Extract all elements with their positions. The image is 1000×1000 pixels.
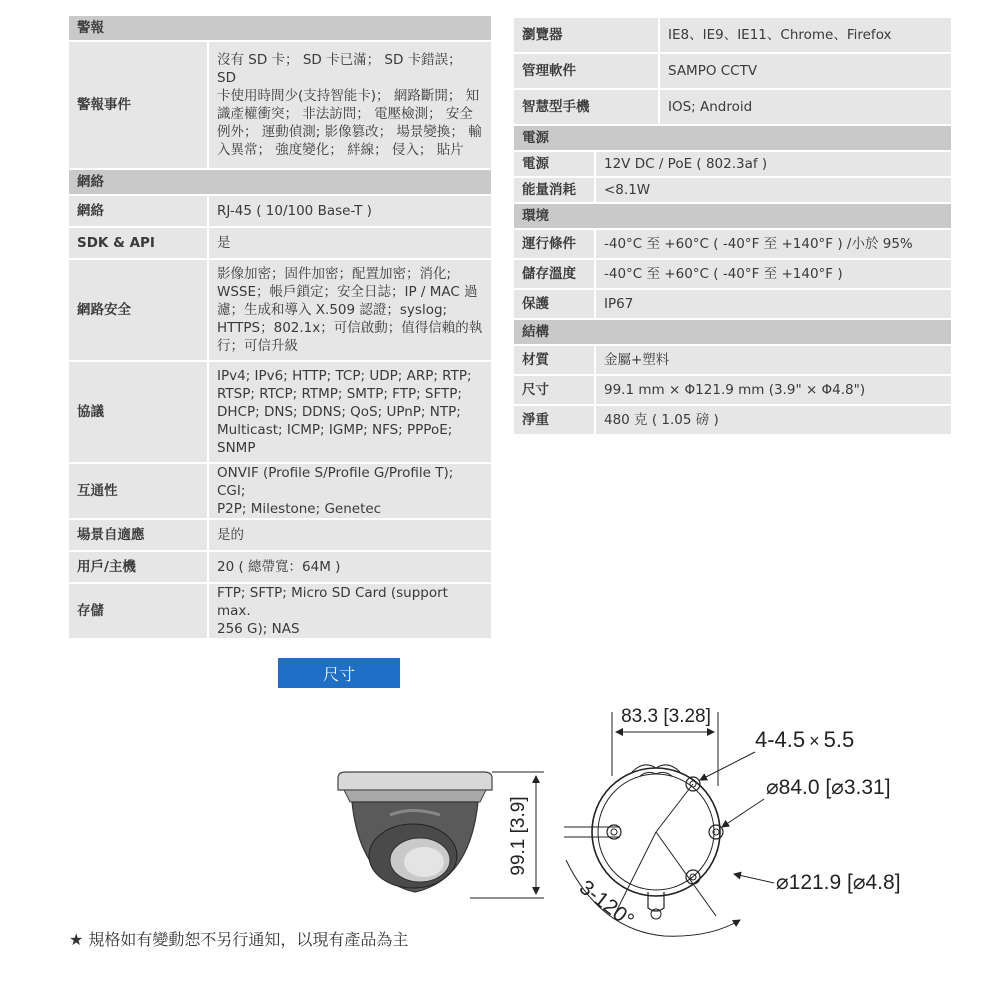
scene-value: 是的 xyxy=(207,520,491,550)
storage-line: 256 G); NAS xyxy=(217,621,300,637)
protocol-line: DHCP; DNS; DDNS; QoS; UPnP; NTP; xyxy=(217,404,461,420)
angle-label: 3-120° xyxy=(574,875,639,933)
section-network: 網絡 xyxy=(69,170,491,194)
security-value xyxy=(207,260,491,360)
height-label: 99.1 [3.9] xyxy=(508,796,529,876)
section-power: 電源 xyxy=(514,126,951,150)
sdk-value: 是 xyxy=(207,228,491,258)
storage-temp-label: 儲存溫度 xyxy=(514,260,594,288)
protocol-line: IPv4; IPv6; HTTP; TCP; UDP; ARP; RTP; xyxy=(217,368,472,384)
angle-dimension xyxy=(566,860,740,936)
network-label: 網絡 xyxy=(69,196,207,226)
section-alarm: 警報 xyxy=(69,16,491,40)
alarm-event-line: 卡使用時間少(支持智能卡)； 網路斷開； 知 xyxy=(217,88,480,104)
outer-circle-label: ⌀121.9 [⌀4.8] xyxy=(776,871,901,894)
alarm-event-label: 警報事件 xyxy=(69,42,207,168)
holes-times: × xyxy=(809,731,820,751)
user-value: 20 ( 總帶寬：64M ) xyxy=(207,552,491,582)
consumption-label: 能量消耗 xyxy=(514,178,594,202)
weight-label: 淨重 xyxy=(514,406,594,434)
security-line: HTTPS；802.1x；可信啟動；值得信賴的執 xyxy=(217,320,483,336)
browser-value: IE8、IE9、IE11、Chrome、Firefox xyxy=(658,18,951,52)
weight-value: 480 克 ( 1.05 磅 ) xyxy=(594,406,951,434)
scene-label: 場景自適應 xyxy=(69,520,207,550)
alarm-event-value xyxy=(207,42,491,168)
browser-label: 瀏覽器 xyxy=(514,18,658,52)
storage-line: FTP; SFTP; Micro SD Card (support max. xyxy=(217,585,448,619)
dimension-drawing xyxy=(330,690,930,950)
consumption-value: <8.1W xyxy=(594,178,951,202)
protection-label: 保護 xyxy=(514,290,594,318)
operating-label: 運行條件 xyxy=(514,230,594,258)
size-label: 尺寸 xyxy=(514,376,594,404)
interop-line: ONVIF (Profile S/Profile G/Profile T); CGI; xyxy=(217,465,454,499)
storage-label: 存儲 xyxy=(69,584,207,638)
alarm-event-line: 識產權衝突； 非法訪問； 電壓檢測； 安全 xyxy=(217,106,473,122)
interop-label: 互通性 xyxy=(69,464,207,518)
footnote: ★ 規格如有變動恕不另行通知，以現有產品為主 xyxy=(69,930,409,949)
security-line: 行；可信升級 xyxy=(217,338,298,354)
spec-table-left xyxy=(69,14,491,640)
size-value: 99.1 mm × Φ121.9 mm (3.9" × Φ4.8") xyxy=(594,376,951,404)
top-width-label: 83.3 [3.28] xyxy=(621,706,711,727)
alarm-event-line: 入異常； 強度變化； 絆線； 侵入； 貼片 xyxy=(217,142,464,158)
security-label: 網路安全 xyxy=(69,260,207,360)
section-environment: 環境 xyxy=(514,204,951,228)
holes-label xyxy=(755,727,854,752)
storage-temp-value: -40°C 至 +60°C ( -40°F 至 +140°F ) xyxy=(594,260,951,288)
software-label: 管理軟件 xyxy=(514,54,658,88)
alarm-event-line: 例外； 運動偵測; 影像篡改； 場景變換； 輸 xyxy=(217,124,482,140)
mobile-value: IOS; Android xyxy=(658,90,951,124)
interop-line: P2P; Milestone; Genetec xyxy=(217,501,382,517)
section-structure: 結構 xyxy=(514,320,951,344)
holes-depth: 5.5 xyxy=(823,727,855,752)
protocol-label: 協議 xyxy=(69,362,207,462)
user-label: 用戶/主機 xyxy=(69,552,207,582)
interop-value xyxy=(207,464,491,518)
storage-value xyxy=(207,584,491,638)
dimensions-tab: 尺寸 xyxy=(278,658,400,688)
alarm-event-line: 沒有 SD 卡； SD 卡已滿； SD 卡錯誤； SD xyxy=(217,52,462,86)
inner-circle-label: ⌀84.0 [⌀3.31] xyxy=(766,776,891,799)
protection-value: IP67 xyxy=(594,290,951,318)
power-label: 電源 xyxy=(514,152,594,176)
security-line: 影像加密；固件加密；配置加密；消化; xyxy=(217,266,452,282)
protocol-line: SNMP xyxy=(217,440,256,456)
material-label: 材質 xyxy=(514,346,594,374)
mobile-label: 智慧型手機 xyxy=(514,90,658,124)
material-value: 金屬+塑料 xyxy=(594,346,951,374)
protocol-line: Multicast; ICMP; IGMP; NFS; PPPoE; xyxy=(217,422,453,438)
sdk-label: SDK & API xyxy=(69,228,207,258)
inner-circle-dimension xyxy=(722,776,891,827)
power-value: 12V DC / PoE ( 802.3af ) xyxy=(594,152,951,176)
camera-side-view xyxy=(338,772,492,892)
outer-circle-dimension xyxy=(734,871,901,894)
network-value: RJ-45 ( 10/100 Base-T ) xyxy=(207,196,491,226)
security-line: 濾；生成和導入 X.509 認證；syslog; xyxy=(217,302,448,318)
protocol-line: RTSP; RTCP; RTMP; SMTP; FTP; SFTP; xyxy=(217,386,462,402)
holes-dimension xyxy=(700,727,854,780)
software-value: SAMPO CCTV xyxy=(658,54,951,88)
holes-count: 4-4.5 xyxy=(755,727,806,752)
protocol-value xyxy=(207,362,491,462)
spec-table-right xyxy=(514,16,951,436)
operating-value: -40°C 至 +60°C ( -40°F 至 +140°F ) /小於 95% xyxy=(594,230,951,258)
security-line: WSSE；帳戶鎖定；安全日誌；IP / MAC 過 xyxy=(217,284,478,300)
